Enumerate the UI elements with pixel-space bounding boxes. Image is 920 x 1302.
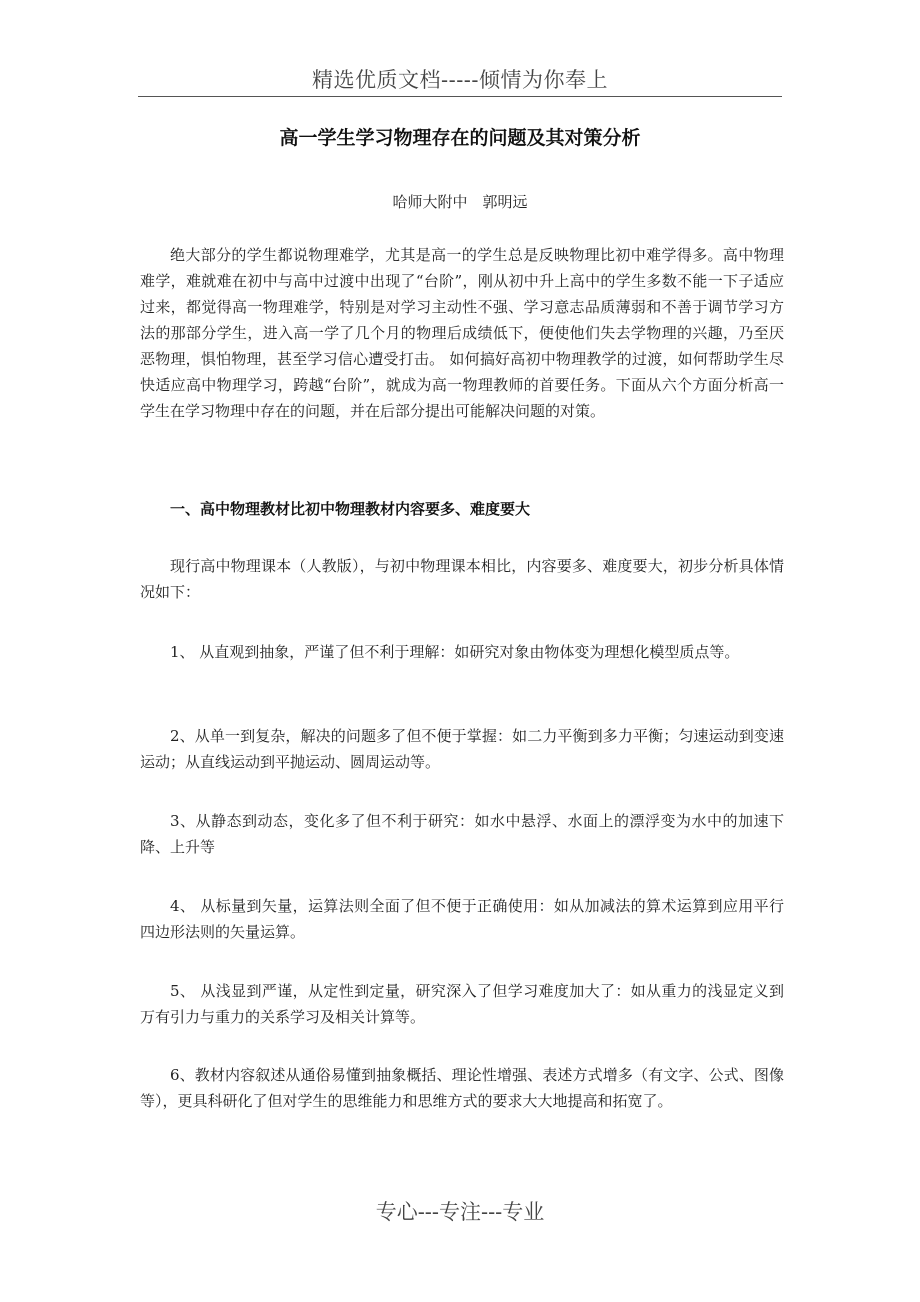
running-footer: 专心---专注---专业: [375, 1200, 545, 1224]
list-item-6: 6、教材内容叙述从通俗易懂到抽象概括、理论性增强、表述方式增多（有文字、公式、图像等），更具科研化了但对学生的思维能力和思维方式的要求大大地提高和拓宽了。: [140, 1066, 784, 1110]
section-1-heading: 一、高中物理教材比初中物理教材内容要多、难度要大: [170, 500, 531, 518]
document-title: 高一学生学习物理存在的问题及其对策分析: [279, 127, 641, 149]
list-item-4: 4、 从标量到矢量，运算法则全面了但不便于正确使用：如从加减法的算术运算到应用平行四边形法则的矢量运算。: [140, 897, 784, 941]
list-item-3: 3、从静态到动态，变化多了但不利于研究：如水中悬浮、水面上的漂浮变为水中的加速下降、上升等: [140, 812, 784, 856]
running-header: 精选优质文档-----倾情为你奉上: [312, 68, 608, 92]
section-1-intro: 现行高中物理课本（人教版），与初中物理课本相比，内容要多、难度要大，初步分析具体情况如下：: [140, 557, 784, 601]
author-byline: 哈师大附中 郭明远: [392, 193, 528, 211]
header-divider: [138, 96, 782, 97]
intro-paragraph: 绝大部分的学生都说物理难学，尤其是高一的学生总是反映物理比初中难学得多。高中物理难学，难就难在初中与高中过渡中出现了“台阶”，刚从初中升上高中的学生多数不能一下子适应过来，都觉得高一物理难学，特别是对学习主动性不强、学习意志品质薄弱和不善于调节学习方法的那部分学生，进入高一学了几个月的物理后成绩低下，便使他们失去学物理的兴趣，乃至厌恶物理，惧怕物理，甚至学习信心遭受打击。 如何搞好高初中物理教学的过渡，如何帮助学生尽快适应高中物理学习，跨越“台阶”，就成为高一物理教师的首要任务。下面从六个方面分析高一学生在学习物理中存在的问题，并在后部分提出可能解决问题的对策。: [140, 246, 784, 420]
list-item-1: 1、 从直观到抽象，严谨了但不利于理解：如研究对象由物体变为理想化模型质点等。: [170, 643, 740, 661]
list-item-5: 5、 从浅显到严谨，从定性到定量，研究深入了但学习难度加大了：如从重力的浅显定义到万有引力与重力的关系学习及相关计算等。: [140, 982, 784, 1026]
list-item-2: 2、从单一到复杂，解决的问题多了但不便于掌握：如二力平衡到多力平衡；匀速运动到变速运动；从直线运动到平抛运动、圆周运动等。: [140, 727, 784, 771]
